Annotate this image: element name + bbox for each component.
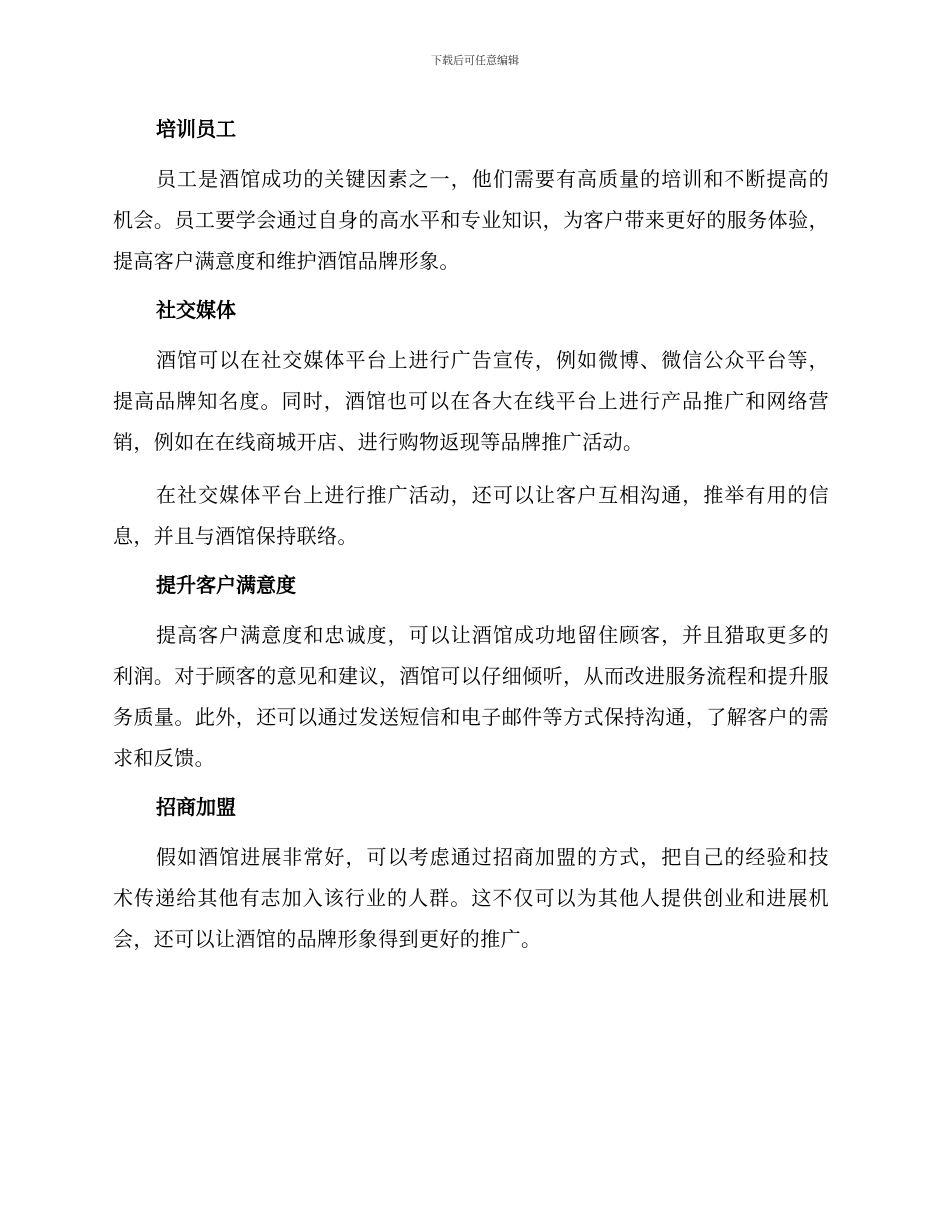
- section-heading: 招商加盟: [156, 795, 236, 819]
- section-heading: 培训员工: [156, 117, 236, 141]
- paragraph: 员工是酒馆成功的关键因素之一，他们需要有高质量的培训和不断提高的机会。员工要学会通过自身的高水平和专业知识，为客户带来更好的服务体验，提高客户满意度和维护酒馆品牌形象。: [113, 167, 829, 273]
- paragraph: 提高客户满意度和忠诚度，可以让酒馆成功地留住顾客，并且猎取更多的利润。对于顾客的意见和建议，酒馆可以仔细倾听，从而改进服务流程和提升服务质量。此外，还可以通过发送短信和电子邮件等方式保持沟通，了解客户的需求和反馈。: [113, 623, 829, 770]
- page-header: 下载后可任意编辑: [431, 54, 519, 67]
- paragraph: 假如酒馆进展非常好，可以考虑通过招商加盟的方式，把自己的经验和技术传递给其他有志加入该行业的人群。这不仅可以为其他人提供创业和进展机会，还可以让酒馆的品牌形象得到更好的推广。: [113, 845, 829, 951]
- section-training: [113, 113, 829, 282]
- section-customer-satisfaction: [113, 569, 829, 779]
- section-heading: 社交媒体: [156, 298, 236, 322]
- paragraph: 酒馆可以在社交媒体平台上进行广告宣传，例如微博、微信公众平台等，提高品牌知名度。同时，酒馆也可以在各大在线平台上进行产品推广和网络营销，例如在在线商城开店、进行购物返现等品牌推广活动。: [113, 348, 829, 454]
- section-social-media: [113, 294, 829, 557]
- section-franchise: [113, 791, 829, 960]
- document-body: [113, 113, 829, 972]
- paragraph: 在社交媒体平台上进行推广活动，还可以让客户互相沟通，推举有用的信息，并且与酒馆保持联络。: [113, 483, 829, 548]
- section-heading: 提升客户满意度: [156, 573, 296, 597]
